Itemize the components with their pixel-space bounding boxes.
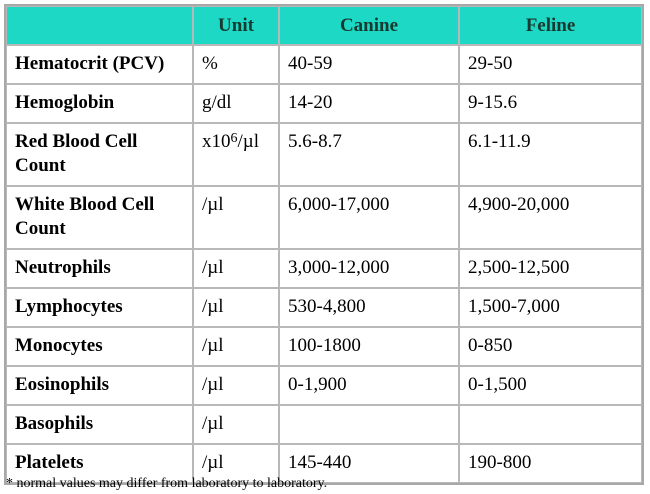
table-row xyxy=(6,84,642,123)
table-row xyxy=(6,123,642,186)
feline-value: 4,900-20,000 xyxy=(459,186,642,249)
unit-cell: /µl xyxy=(193,444,279,483)
unit-cell: g/dl xyxy=(193,84,279,123)
canine-value xyxy=(279,405,459,444)
feline-value xyxy=(459,405,642,444)
unit-cell xyxy=(193,123,279,186)
header-blank xyxy=(6,6,193,45)
unit-cell: /µl xyxy=(193,327,279,366)
table-row xyxy=(6,186,642,249)
feline-value: 0-1,500 xyxy=(459,366,642,405)
unit-cell: % xyxy=(193,45,279,84)
table-row xyxy=(6,249,642,288)
canine-value: 145-440 xyxy=(279,444,459,483)
feline-value: 9-15.6 xyxy=(459,84,642,123)
feline-value: 0-850 xyxy=(459,327,642,366)
feline-value: 29-50 xyxy=(459,45,642,84)
row-label: Red Blood Cell Count xyxy=(6,123,193,186)
table-row xyxy=(6,405,642,444)
unit-cell: /µl xyxy=(193,249,279,288)
canine-value: 6,000-17,000 xyxy=(279,186,459,249)
footnote: * normal values may differ from laboratory to laboratory. xyxy=(6,476,328,491)
header-canine: Canine xyxy=(279,6,459,45)
row-label: Basophils xyxy=(6,405,193,444)
feline-value: 6.1-11.9 xyxy=(459,123,642,186)
row-label: Hematocrit (PCV) xyxy=(6,45,193,84)
feline-value: 1,500-7,000 xyxy=(459,288,642,327)
feline-value: 190-800 xyxy=(459,444,642,483)
row-label: Lymphocytes xyxy=(6,288,193,327)
unit-base: x10 xyxy=(202,131,231,152)
header-feline: Feline xyxy=(459,6,642,45)
canine-value: 3,000-12,000 xyxy=(279,249,459,288)
header-row xyxy=(6,6,642,45)
row-label: Hemoglobin xyxy=(6,84,193,123)
row-label: Neutrophils xyxy=(6,249,193,288)
unit-cell: /µl xyxy=(193,366,279,405)
unit-suffix: /µl xyxy=(237,131,260,152)
row-label: Eosinophils xyxy=(6,366,193,405)
feline-value: 2,500-12,500 xyxy=(459,249,642,288)
row-label: Platelets xyxy=(6,444,193,483)
unit-cell: /µl xyxy=(193,186,279,249)
table-row xyxy=(6,288,642,327)
canine-value: 5.6-8.7 xyxy=(279,123,459,186)
unit-cell: /µl xyxy=(193,288,279,327)
table-row xyxy=(6,45,642,84)
row-label: White Blood Cell Count xyxy=(6,186,193,249)
canine-value: 530-4,800 xyxy=(279,288,459,327)
table-row xyxy=(6,327,642,366)
row-label: Monocytes xyxy=(6,327,193,366)
canine-value: 14-20 xyxy=(279,84,459,123)
blood-values-table xyxy=(4,4,644,485)
canine-value: 100-1800 xyxy=(279,327,459,366)
canine-value: 0-1,900 xyxy=(279,366,459,405)
unit-cell: /µl xyxy=(193,405,279,444)
canine-value: 40-59 xyxy=(279,45,459,84)
unit-exponent: 6 xyxy=(230,131,238,146)
table-row xyxy=(6,366,642,405)
header-unit: Unit xyxy=(193,6,279,45)
